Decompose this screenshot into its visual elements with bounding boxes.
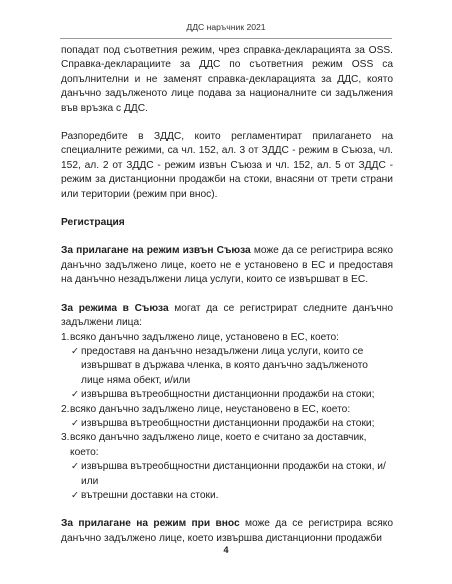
list-item — [61, 403, 393, 417]
paragraph-oss-declarations: попадат под съответния режим, чрез справка-декларацията за OSS. Справка-декларациите за ДДС по съответния режим OSS са допълнителни и не заменят справка-декларацията за ДДС, която данъчно задълженото лице подава за националните си задължения във връзка с ДДС. — [61, 45, 393, 114]
checklist-text: извършва вътреобщностни дистанционни продажби на стоки, и/или — [81, 461, 386, 487]
list-number: 3. — [61, 432, 70, 444]
checklist-text: вътрешни доставки на стоки. — [81, 489, 219, 501]
header-divider — [60, 38, 392, 39]
checklist-item — [61, 489, 393, 503]
section-heading: Регистрация — [61, 217, 125, 229]
list-text: всяко данъчно задължено лице, неустановено в ЕС, което: — [70, 403, 351, 415]
checkmark-icon: ✓ — [71, 489, 79, 501]
list-number: 1. — [61, 331, 70, 343]
list-text: всяко данъчно задължено лице, установено в ЕС, което: — [70, 331, 339, 343]
checkmark-icon: ✓ — [71, 389, 79, 401]
paragraph-import-scheme — [61, 517, 393, 546]
checklist-item — [61, 345, 393, 388]
paragraph-union-scheme — [61, 302, 393, 331]
list-number: 2. — [61, 403, 70, 415]
checklist-text: извършва вътреобщностни дистанционни продажби на стоки; — [81, 417, 375, 429]
list-item — [61, 431, 393, 460]
import-scheme-text: може да се регистрира всяко данъчно задължено лице, което извършва дистанционни продажби — [61, 518, 393, 544]
list-text: всяко данъчно задължено лице, което е считано за доставчик, което: — [70, 432, 367, 458]
checkmark-icon: ✓ — [71, 417, 79, 429]
checkmark-icon: ✓ — [71, 345, 79, 357]
list-item — [61, 331, 393, 345]
checklist-item — [61, 460, 393, 489]
checklist-item — [61, 417, 393, 431]
non-union-scheme-lead: За прилагане на режим извън Съюза — [61, 245, 251, 257]
checklist-item — [61, 388, 393, 402]
paragraph-non-union-scheme — [61, 244, 393, 287]
checklist-text: предоставя на данъчно незадължени лица услуги, които се извършват в държава членка, в която данъчно задълженото лице няма обект, и/или — [81, 345, 368, 386]
checkmark-icon: ✓ — [71, 461, 79, 473]
union-scheme-lead: За режима в Съюза — [61, 302, 169, 314]
page-number: 4 — [223, 545, 229, 555]
page-header: ДДС наръчник 2021 — [186, 22, 266, 32]
import-scheme-lead: За прилагане на режим при внос — [61, 518, 240, 530]
checklist-text: извършва вътреобщностни дистанционни продажби на стоки; — [81, 389, 375, 401]
non-union-scheme-text: може да се регистрира всяко данъчно задължено лице, което не е установено в ЕС и предоставя на данъчно незадължени лица услуги, които се извършват в ЕС. — [61, 245, 393, 286]
document-body — [61, 44, 393, 546]
union-scheme-text: могат да се регистрират следните данъчно задължени лица: — [61, 302, 393, 329]
paragraph-legal-basis: Разпоредбите в ЗДДС, които регламентират прилагането на специалните режими, са чл. 152, ал. 3 от ЗДДС - режим в Съюза, чл. 152, ал. 2 от ЗДДС - режим извън Съюза и чл. 152, ал. 5 от ЗДДС - режим за дистанционни продажби на стоки, внасяни от трети страни или територии (режим при внос). — [61, 131, 393, 200]
